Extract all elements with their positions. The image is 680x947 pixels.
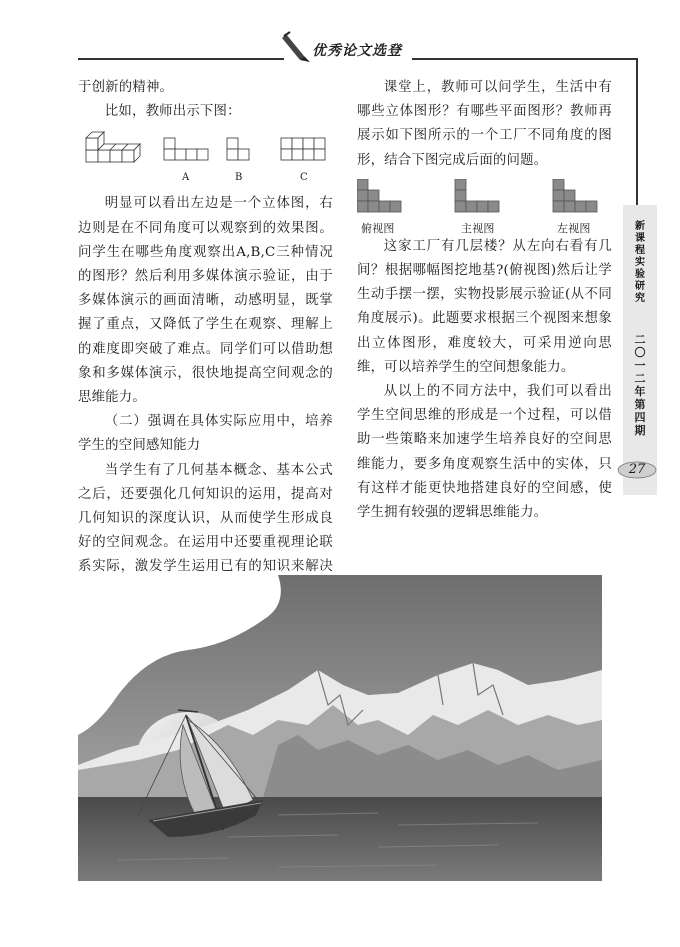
figure-label-b: B [235, 172, 243, 184]
left-column [78, 76, 333, 628]
issue-char: 四 [634, 411, 646, 424]
journal-char: 课 [635, 233, 645, 244]
issue-char: 年 [634, 385, 646, 398]
section-heading: （二）强调在具体实际应用中，培养学生的空间感知能力 [78, 414, 333, 454]
issue-char: 二 [634, 333, 646, 346]
journal-char: 实 [635, 257, 645, 268]
journal-issue [623, 333, 657, 437]
view-label-front: 主视图 [461, 221, 495, 235]
paragraph: 比如，教师出示下图： [104, 104, 241, 120]
paragraph: 课堂上，教师可以问学生，生活中有哪些立体图形？有哪些平面图形？教师再展示如下图所示的一个工厂不同角度的图形，结合下图完成后面的问题。 [357, 80, 612, 168]
paragraph: 从以上的不同方法中，我们可以看出学生空间思维的形成是一个过程，可以借助一些策略来加速学生培养良好的空间思维能力，要多角度观察生活中的实体，只有这样才能更快地搭建良好的空间感，使学生拥有较强的逻辑思维能力。 [357, 384, 612, 521]
sailboat-mountain-illustration [78, 575, 602, 881]
issue-char: 第 [634, 398, 646, 411]
journal-char: 程 [635, 245, 645, 256]
view-label-top: 俯视图 [361, 221, 395, 235]
view-label-left: 左视图 [557, 221, 591, 235]
issue-char: 二 [634, 372, 646, 385]
pen-nib-icon [280, 30, 314, 64]
factory-views-figure [357, 173, 612, 235]
journal-name [623, 221, 657, 305]
issue-char: 〇 [634, 346, 646, 359]
figure-label-a: A [182, 172, 190, 184]
journal-char: 验 [635, 269, 645, 280]
header-rule-left [78, 58, 284, 60]
section-title: 优秀论文选登 [312, 43, 402, 59]
header-rule-corner [636, 58, 638, 208]
journal-char: 究 [635, 293, 645, 304]
journal-char: 研 [635, 281, 645, 292]
paragraph: 这家工厂有几层楼？从左向右看有几间？根据哪幅图挖地基?(俯视图)然后让学生动手摆一摆，实物投影展示验证(从不同角度展示)。此题要求根据三个视图来想象出立体图形，难度较大，可采用逆向思维，可以培养学生的空间想象能力。 [357, 238, 612, 375]
paragraph: 于创新的精神。 [78, 80, 174, 95]
right-column [357, 76, 612, 525]
header-rule-right [412, 58, 637, 60]
journal-side-tab [623, 205, 657, 495]
page-header [0, 0, 680, 60]
journal-char: 新 [635, 221, 645, 232]
figure-label-c: C [300, 172, 308, 184]
paragraph: 当学生有了几何基本概念、基本公式之后，还要强化几何知识的运用，提高对几何知识的深度认识，从而使学生形成良好的空间观念。在运用中还要重视理论联系实际，激发学生运用已有的知识来解决 [78, 462, 333, 575]
cube-figure [78, 124, 333, 192]
issue-char: 一 [634, 359, 646, 372]
page-number: 27 [628, 462, 646, 477]
paragraph: 明显可以看出左边是一个立体图，右边则是在不同角度可以观察到的效果图。问学生在哪些角度观察出A,B,C三种情况的图形？然后利用多媒体演示验证，由于多媒体演示的画面清晰，动感明显，既掌握了重点，又降低了学生在观察、理解上的难度即突破了难点。同学们可以借助想象和多媒体演示，很快地提高空间观念的思维能力。 [78, 196, 333, 406]
issue-char: 期 [634, 424, 646, 437]
